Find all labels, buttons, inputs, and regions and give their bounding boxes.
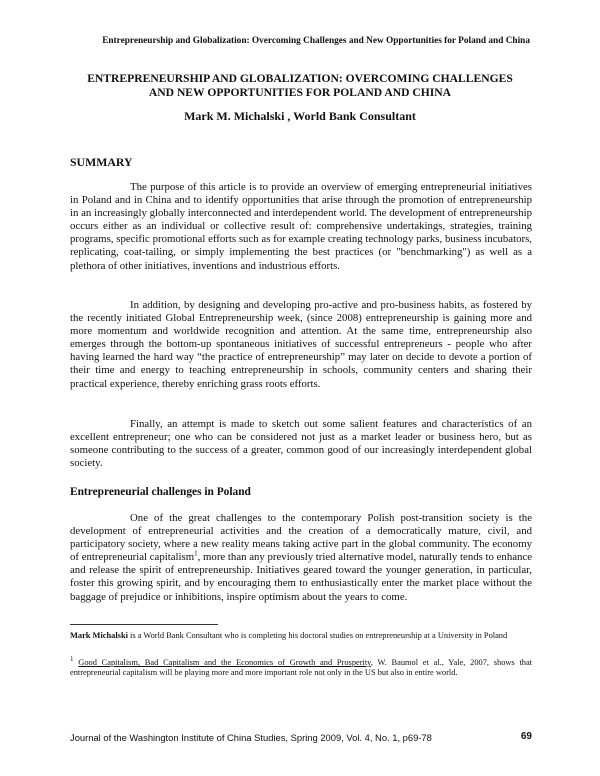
footnote-1-marker: 1 [70,655,74,664]
title-line-2: AND NEW OPPORTUNITIES FOR POLAND AND CHINA [148,86,452,99]
summary-paragraph-3: Finally, an attempt is made to sketch out some salient features and characteristics of an excellent entrepreneur; one who can be considered not just as a market leader or business hero, but as someone contributing to the success of a greater, common good of our increasingly interdependent global society. [70,418,532,470]
section-paragraph-1 [70,512,532,604]
paragraph-text-before-footnote: One of the great challenges to the contemporary Polish post-transition society is the development of entrepreneurial activities and the creation of a democratically mature, civil, and participatory society, where a new reality means taking active part in the global community. The economy of entrepreneurial capitalism [70,512,532,564]
footnote-divider [70,624,218,625]
summary-heading: SUMMARY [70,155,133,169]
author-line: Mark M. Michalski , World Bank Consultant [184,109,416,123]
footnote-1-text: , W. Baumol et al., Yale, 2007, shows that entrepreneurial capitalism will be playing more and more important role not only in the US but also in entire world. [70,658,533,678]
section-heading-challenges: Entrepreneurial challenges in Poland [70,486,251,498]
summary-paragraph-2: In addition, by designing and developing pro-active and pro-business habits, as fostered by the recently initiated Global Entrepreneurship week, (since 2008) entrepreneurship is gaining more and more momentum and worldwide recognition and attention. At the same time, entrepreneurship also emerges through the bottom-up spontaneous initiatives of successful entrepreneurs - people who after having learned the hard way “the practice of entrepreneurship” may later on decide to devote a portion of their time and energy to teaching entrepreneurship in schools, community centers and sharing their practical experience, thereby enriching grass roots efforts. [70,299,532,390]
summary-paragraph-1: The purpose of this article is to provide an overview of emerging entrepreneurial initiatives in Poland and in China and to identify opportunities that arise through the promotion of entrepreneurship in an increasingly globally interconnected and interdependent world. The development of entrepreneurship occurs either as an individual or collective result of: comprehensive undertakings, strategies, training programs, specific promotional efforts such as for example creating technology parks, business incubators, replicating, coat-tailing, or simply implementing the best practices (or "benchmarking") as well as a plethora of other initiatives, inventions and industrious efforts. [70,181,532,272]
running-head: Entrepreneurship and Globalization: Overcoming Challenges and New Opportunities for Poland and China [102,36,530,46]
paragraph-text-after-footnote: , more than any previously tried alternative model, naturally tends to enhance and release the spirit of entrepreneurship. Initiatives geared toward the younger generation, in particular, foster this growing spirit, and by encouraging them to enthusiastically enter the market place without the baggage of prejudice or inhibitions, inspire optimism about the years to come. [70,551,532,603]
footnote-1-book-title: Good Capitalism, Bad Capitalism and the Economics of Growth and Prosperity [78,658,371,667]
footnote-reference-1[interactable]: 1 [194,549,198,558]
page-number: 69 [520,731,532,742]
article-title [60,72,540,100]
title-line-1: ENTREPRENEURSHIP AND GLOBALIZATION: OVERCOMING CHALLENGES [87,72,513,85]
footnote-author-text: is a World Bank Consultant who is completing his doctoral studies on entrepreneurship at a University in Poland [127,631,508,640]
author-footnote [70,631,532,641]
footnote-author-name: Mark Michalski [70,631,128,640]
footnote-1 [70,655,533,679]
footer-journal-citation: Journal of the Washington Institute of China Studies, Spring 2009, Vol. 4, No. 1, p69-78 [70,732,432,743]
